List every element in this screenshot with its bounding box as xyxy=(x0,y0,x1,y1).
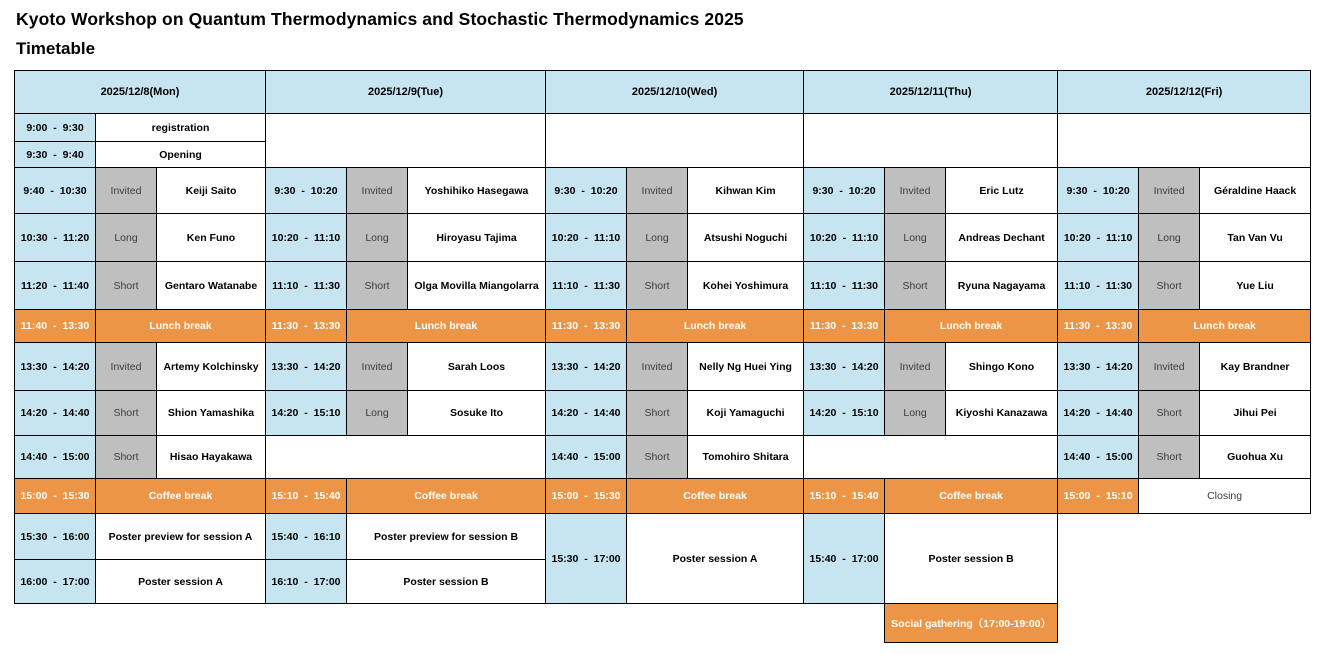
session-type-cell: Short xyxy=(627,391,688,436)
speaker-name-cell: Kohei Yoshimura xyxy=(688,262,804,310)
time-cell: 14:40 - 15:00 xyxy=(15,436,96,479)
time-cell: 11:10 - 11:30 xyxy=(266,262,347,310)
speaker-name-cell: Sosuke Ito xyxy=(408,391,546,436)
session-type-cell: Short xyxy=(627,262,688,310)
poster-preview-cell: Poster preview for session B xyxy=(347,514,546,560)
session-type-cell: Short xyxy=(1139,391,1200,436)
speaker-name-cell: Yoshihiko Hasegawa xyxy=(408,168,546,214)
time-cell: 15:30 - 17:00 xyxy=(546,514,627,604)
time-cell: 9:00 - 9:30 xyxy=(15,114,96,142)
void-area xyxy=(266,604,546,643)
time-cell: 14:20 - 15:10 xyxy=(266,391,347,436)
time-cell: 10:20 - 11:10 xyxy=(266,214,347,262)
speaker-name-cell: Keiji Saito xyxy=(157,168,266,214)
lunch-break-cell: Lunch break xyxy=(96,310,266,343)
time-cell: 9:30 - 10:20 xyxy=(804,168,885,214)
timetable xyxy=(14,70,1311,643)
poster-session-cell: Poster session A xyxy=(96,560,266,604)
session-type-cell: Long xyxy=(885,214,946,262)
time-cell: 13:30 - 14:20 xyxy=(266,343,347,391)
time-cell: 14:20 - 15:10 xyxy=(804,391,885,436)
void-area xyxy=(1058,604,1311,643)
time-cell: 15:00 - 15:10 xyxy=(1058,479,1139,514)
session-type-cell: Short xyxy=(1139,436,1200,479)
time-cell: 11:30 - 13:30 xyxy=(804,310,885,343)
lunch-break-cell: Lunch break xyxy=(885,310,1058,343)
session-type-cell: Short xyxy=(96,436,157,479)
session-type-cell: Long xyxy=(347,391,408,436)
time-cell: 14:20 - 14:40 xyxy=(546,391,627,436)
time-cell: 13:30 - 14:20 xyxy=(546,343,627,391)
time-cell: 10:20 - 11:10 xyxy=(1058,214,1139,262)
session-type-cell: Short xyxy=(96,391,157,436)
poster-session-cell: Poster session A xyxy=(627,514,804,604)
time-cell: 10:30 - 11:20 xyxy=(15,214,96,262)
time-cell: 15:10 - 15:40 xyxy=(804,479,885,514)
session-type-cell: Invited xyxy=(96,168,157,214)
speaker-name-cell: Sarah Loos xyxy=(408,343,546,391)
time-cell: 9:30 - 10:20 xyxy=(266,168,347,214)
speaker-name-cell: Hiroyasu Tajima xyxy=(408,214,546,262)
empty-slot-cell xyxy=(804,114,1058,168)
empty-slot-cell xyxy=(266,114,546,168)
time-cell: 11:40 - 13:30 xyxy=(15,310,96,343)
speaker-name-cell: Yue Liu xyxy=(1200,262,1311,310)
day-header: 2025/12/12(Fri) xyxy=(1058,71,1311,114)
session-type-cell: Invited xyxy=(96,343,157,391)
coffee-break-cell: Coffee break xyxy=(347,479,546,514)
speaker-name-cell: Ken Funo xyxy=(157,214,266,262)
session-type-cell: Long xyxy=(885,391,946,436)
time-cell: 11:20 - 11:40 xyxy=(15,262,96,310)
time-cell: 9:30 - 9:40 xyxy=(15,142,96,168)
time-cell: 10:20 - 11:10 xyxy=(546,214,627,262)
speaker-name-cell: Jihui Pei xyxy=(1200,391,1311,436)
void-area xyxy=(546,604,804,643)
speaker-name-cell: Kihwan Kim xyxy=(688,168,804,214)
speaker-name-cell: Andreas Dechant xyxy=(946,214,1058,262)
speaker-name-cell: Atsushi Noguchi xyxy=(688,214,804,262)
empty-slot-cell xyxy=(1058,114,1311,168)
session-type-cell: Invited xyxy=(627,168,688,214)
session-type-cell: Long xyxy=(627,214,688,262)
speaker-name-cell: Eric Lutz xyxy=(946,168,1058,214)
time-cell: 16:00 - 17:00 xyxy=(15,560,96,604)
session-type-cell: Short xyxy=(885,262,946,310)
time-cell: 15:40 - 16:10 xyxy=(266,514,347,560)
speaker-name-cell: Kay Brandner xyxy=(1200,343,1311,391)
void-area xyxy=(804,604,885,643)
social-gathering-cell: Social gathering（17:00-19:00） xyxy=(885,604,1058,643)
session-type-cell: Invited xyxy=(1139,343,1200,391)
time-cell: 16:10 - 17:00 xyxy=(266,560,347,604)
speaker-name-cell: Shion Yamashika xyxy=(157,391,266,436)
speaker-name-cell: Olga Movilla Miangolarra xyxy=(408,262,546,310)
time-cell: 9:40 - 10:30 xyxy=(15,168,96,214)
speaker-name-cell: Géraldine Haack xyxy=(1200,168,1311,214)
session-type-cell: Invited xyxy=(1139,168,1200,214)
coffee-break-cell: Coffee break xyxy=(885,479,1058,514)
time-cell: 13:30 - 14:20 xyxy=(15,343,96,391)
page-title: Kyoto Workshop on Quantum Thermodynamics and Stochastic Thermodynamics 2025 xyxy=(16,9,744,29)
time-cell: 13:30 - 14:20 xyxy=(1058,343,1139,391)
speaker-name-cell: Kiyoshi Kanazawa xyxy=(946,391,1058,436)
page-subtitle: Timetable xyxy=(16,39,96,58)
empty-slot-cell xyxy=(546,114,804,168)
coffee-break-cell: Coffee break xyxy=(96,479,266,514)
time-cell: 15:30 - 16:00 xyxy=(15,514,96,560)
time-cell: 14:40 - 15:00 xyxy=(1058,436,1139,479)
time-cell: 11:30 - 13:30 xyxy=(1058,310,1139,343)
day-header: 2025/12/10(Wed) xyxy=(546,71,804,114)
time-cell: 15:10 - 15:40 xyxy=(266,479,347,514)
time-cell: 13:30 - 14:20 xyxy=(804,343,885,391)
day-header: 2025/12/9(Tue) xyxy=(266,71,546,114)
day-header: 2025/12/8(Mon) xyxy=(15,71,266,114)
poster-preview-cell: Poster preview for session A xyxy=(96,514,266,560)
time-cell: 14:20 - 14:40 xyxy=(1058,391,1139,436)
time-cell: 15:40 - 17:00 xyxy=(804,514,885,604)
void-area xyxy=(1058,514,1311,604)
speaker-name-cell: Ryuna Nagayama xyxy=(946,262,1058,310)
session-type-cell: Invited xyxy=(885,168,946,214)
time-cell: 15:00 - 15:30 xyxy=(546,479,627,514)
void-area xyxy=(15,604,266,643)
session-type-cell: Long xyxy=(347,214,408,262)
session-type-cell: Invited xyxy=(627,343,688,391)
time-cell: 11:10 - 11:30 xyxy=(1058,262,1139,310)
speaker-name-cell: Tomohiro Shitara xyxy=(688,436,804,479)
speaker-name-cell: Nelly Ng Huei Ying xyxy=(688,343,804,391)
time-cell: 15:00 - 15:30 xyxy=(15,479,96,514)
session-type-cell: Short xyxy=(347,262,408,310)
opening-cell: Opening xyxy=(96,142,266,168)
time-cell: 11:30 - 13:30 xyxy=(266,310,347,343)
speaker-name-cell: Tan Van Vu xyxy=(1200,214,1311,262)
time-cell: 9:30 - 10:20 xyxy=(546,168,627,214)
speaker-name-cell: Gentaro Watanabe xyxy=(157,262,266,310)
session-type-cell: Invited xyxy=(347,168,408,214)
speaker-name-cell: Shingo Kono xyxy=(946,343,1058,391)
closing-cell: Closing xyxy=(1139,479,1311,514)
time-cell: 11:10 - 11:30 xyxy=(804,262,885,310)
session-type-cell: Long xyxy=(96,214,157,262)
poster-session-cell: Poster session B xyxy=(885,514,1058,604)
session-type-cell: Short xyxy=(1139,262,1200,310)
time-cell: 9:30 - 10:20 xyxy=(1058,168,1139,214)
lunch-break-cell: Lunch break xyxy=(347,310,546,343)
lunch-break-cell: Lunch break xyxy=(627,310,804,343)
time-cell: 14:20 - 14:40 xyxy=(15,391,96,436)
session-type-cell: Short xyxy=(96,262,157,310)
time-cell: 11:30 - 13:30 xyxy=(546,310,627,343)
session-type-cell: Invited xyxy=(347,343,408,391)
empty-slot-cell xyxy=(804,436,1058,479)
session-type-cell: Long xyxy=(1139,214,1200,262)
time-cell: 10:20 - 11:10 xyxy=(804,214,885,262)
speaker-name-cell: Artemy Kolchinsky xyxy=(157,343,266,391)
day-header: 2025/12/11(Thu) xyxy=(804,71,1058,114)
poster-session-cell: Poster session B xyxy=(347,560,546,604)
registration-cell: registration xyxy=(96,114,266,142)
time-cell: 11:10 - 11:30 xyxy=(546,262,627,310)
lunch-break-cell: Lunch break xyxy=(1139,310,1311,343)
speaker-name-cell: Hisao Hayakawa xyxy=(157,436,266,479)
speaker-name-cell: Koji Yamaguchi xyxy=(688,391,804,436)
empty-slot-cell xyxy=(266,436,546,479)
session-type-cell: Invited xyxy=(885,343,946,391)
speaker-name-cell: Guohua Xu xyxy=(1200,436,1311,479)
time-cell: 14:40 - 15:00 xyxy=(546,436,627,479)
session-type-cell: Short xyxy=(627,436,688,479)
coffee-break-cell: Coffee break xyxy=(627,479,804,514)
